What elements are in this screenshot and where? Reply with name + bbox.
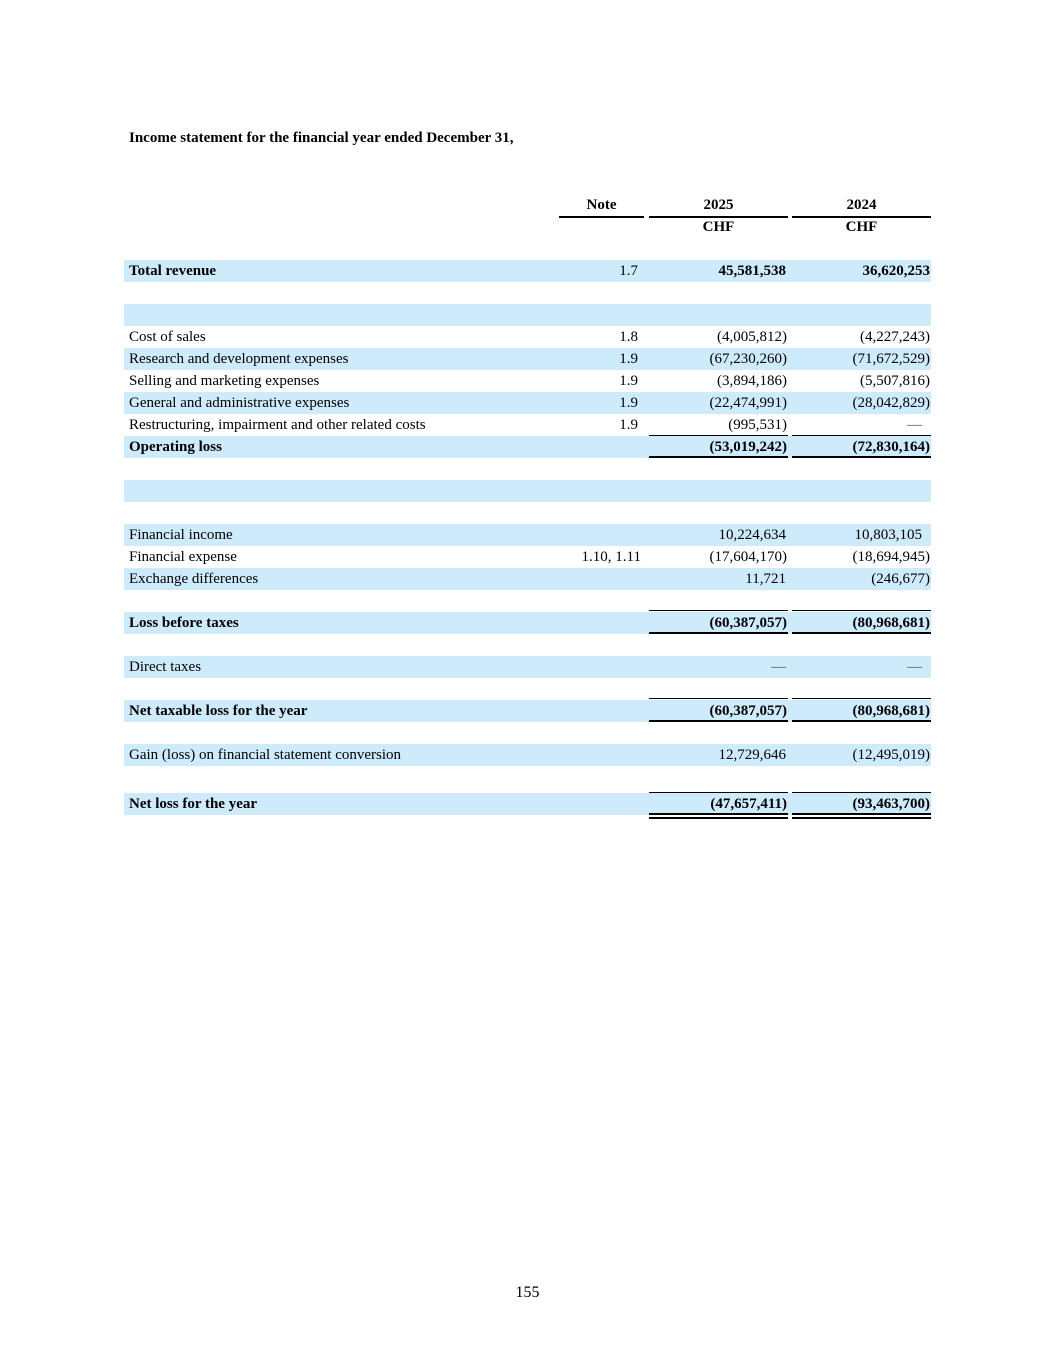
table-row <box>124 414 931 436</box>
row-label: Exchange differences <box>129 571 259 587</box>
row-value-2025: (60,387,057) <box>709 703 787 719</box>
table-row <box>124 326 931 348</box>
row-note <box>559 700 638 722</box>
row-note <box>559 436 638 458</box>
table-row <box>124 568 931 590</box>
subtotal-rule <box>649 698 788 699</box>
column-header-note: Note <box>559 196 644 218</box>
row-value-2025: (47,657,411) <box>710 796 787 812</box>
row-value-2025: (3,894,186) <box>717 373 787 389</box>
row-note: 1.9 <box>619 417 638 433</box>
table-row <box>124 348 931 370</box>
row-value-2024: (246,677) <box>871 571 930 587</box>
total-rule <box>792 720 931 722</box>
row-value-2024: (12,495,019) <box>852 747 930 763</box>
row-label: General and administrative expenses <box>129 395 350 411</box>
table-row-total-revenue <box>124 260 931 282</box>
row-value-2024: (72,830,164) <box>852 439 930 455</box>
double-rule <box>792 813 931 815</box>
row-value-2025: (17,604,170) <box>709 549 787 565</box>
row-value-2024: (18,694,945) <box>852 549 930 565</box>
row-value-2024: (28,042,829) <box>852 395 930 411</box>
row-value-2025: (60,387,057) <box>709 615 787 631</box>
currency-label-2024: CHF <box>845 219 878 235</box>
row-label: Loss before taxes <box>129 615 239 631</box>
subtotal-rule <box>792 698 931 699</box>
table-row <box>124 656 931 678</box>
spacer-row <box>124 304 931 326</box>
row-label: Net taxable loss for the year <box>129 703 308 719</box>
row-value-2025: (4,005,812) <box>717 329 787 345</box>
row-note <box>559 744 638 766</box>
total-rule <box>649 632 788 634</box>
row-note: 1.9 <box>619 351 638 367</box>
row-value-2025: 12,729,646 <box>718 747 786 763</box>
row-label: Total revenue <box>129 263 217 279</box>
double-rule <box>792 817 931 819</box>
row-value-2025: 11,721 <box>745 571 786 587</box>
row-note <box>559 656 638 678</box>
table-row <box>124 370 931 392</box>
table-row <box>124 546 931 568</box>
total-rule <box>792 632 931 634</box>
row-label: Restructuring, impairment and other related costs <box>129 417 426 433</box>
table-row-net-taxable-loss <box>124 700 931 722</box>
table-row-net-loss <box>124 793 931 815</box>
row-label: Research and development expenses <box>129 351 349 367</box>
row-value-2025: (22,474,991) <box>709 395 787 411</box>
table-row <box>124 392 931 414</box>
row-note: 1.9 <box>619 395 638 411</box>
column-header-2024: 2024 <box>792 196 931 218</box>
page-title: Income statement for the financial year ended December 31, <box>129 130 514 146</box>
row-value-2025: 45,581,538 <box>718 263 786 279</box>
row-value-2024: 10,803,105 <box>854 527 922 543</box>
row-value-2024: 36,620,253 <box>862 263 930 279</box>
row-value-2025: — <box>771 659 786 675</box>
row-value-2024: — <box>907 417 922 433</box>
table-row <box>124 524 931 546</box>
row-note: 1.7 <box>619 263 638 279</box>
total-rule <box>792 456 931 458</box>
row-note: 1.10, 1.11 <box>581 549 641 565</box>
row-note <box>559 568 638 590</box>
row-note <box>559 524 638 546</box>
page-number: 155 <box>515 1284 540 1301</box>
row-label: Operating loss <box>129 439 222 455</box>
row-value-2025: (67,230,260) <box>709 351 787 367</box>
table-row <box>124 744 931 766</box>
subtotal-rule <box>792 610 931 611</box>
double-rule <box>649 813 788 815</box>
subtotal-rule <box>649 610 788 611</box>
column-header-2025: 2025 <box>649 196 788 218</box>
total-rule <box>649 720 788 722</box>
row-note: 1.8 <box>619 329 638 345</box>
row-label: Financial expense <box>129 549 237 565</box>
row-value-2024: (93,463,700) <box>852 796 930 812</box>
row-value-2025: (53,019,242) <box>709 439 787 455</box>
row-value-2024: (5,507,816) <box>860 373 930 389</box>
row-label: Direct taxes <box>129 659 202 675</box>
table-row-operating-loss <box>124 436 931 458</box>
row-value-2025: (995,531) <box>728 417 787 433</box>
row-value-2025: 10,224,634 <box>718 527 786 543</box>
row-note: 1.9 <box>619 373 638 389</box>
row-value-2024: (4,227,243) <box>860 329 930 345</box>
row-value-2024: — <box>907 659 922 675</box>
row-note <box>559 793 638 815</box>
row-label: Net loss for the year <box>129 796 258 812</box>
total-rule <box>649 456 788 458</box>
row-label: Gain (loss) on financial statement conversion <box>129 747 402 763</box>
row-note <box>559 612 638 634</box>
currency-label-2025: CHF <box>702 219 735 235</box>
spacer-row <box>124 480 931 502</box>
row-value-2024: (80,968,681) <box>852 703 930 719</box>
row-label: Financial income <box>129 527 233 543</box>
row-label: Cost of sales <box>129 329 206 345</box>
row-value-2024: (71,672,529) <box>852 351 930 367</box>
table-row-loss-before-taxes <box>124 612 931 634</box>
double-rule <box>649 817 788 819</box>
row-label: Selling and marketing expenses <box>129 373 320 389</box>
row-value-2024: (80,968,681) <box>852 615 930 631</box>
